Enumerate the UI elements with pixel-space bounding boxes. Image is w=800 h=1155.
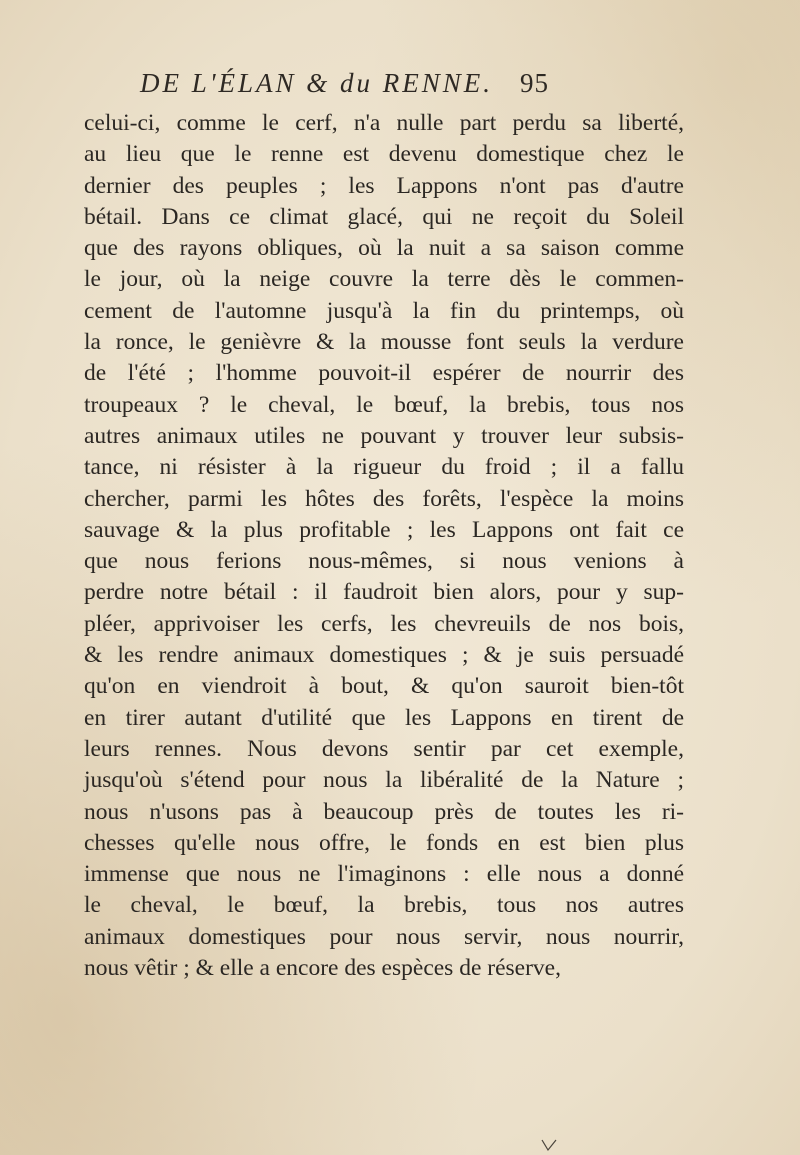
text-line: jusqu'où s'étend pour nous la libéralité de la Nature ; xyxy=(84,767,684,794)
text-line: dernier des peuples ; les Lappons n'ont pas d'autre xyxy=(84,172,684,199)
text-line: chesses qu'elle nous offre, le fonds en est bien plus xyxy=(84,829,684,856)
text-line: le jour, où la neige couvre la terre dès le commen- xyxy=(84,266,684,293)
text-line: en tirer autant d'utilité que les Lappons en tirent de xyxy=(84,704,684,731)
running-head xyxy=(140,68,680,108)
text-line: tance, ni résister à la rigueur du froid ; il a fallu xyxy=(84,454,684,481)
catchword-mark xyxy=(540,1138,558,1152)
text-line: la ronce, le genièvre & la mousse font seuls la verdure xyxy=(84,329,684,356)
text-line: que des rayons obliques, où la nuit a sa saison comme xyxy=(84,235,684,262)
text-line: le cheval, le bœuf, la brebis, tous nos autres xyxy=(84,892,684,919)
running-head-title: DE L'ÉLAN & du RENNE. xyxy=(140,68,494,98)
text-line: leurs rennes. Nous devons sentir par cet exemple, xyxy=(84,735,684,762)
text-line: nous n'usons pas à beaucoup près de toutes les ri- xyxy=(84,798,684,825)
text-line: immense que nous ne l'imaginons : elle nous a donné xyxy=(84,861,684,888)
text-line: & les rendre animaux domestiques ; & je suis persuadé xyxy=(84,642,684,669)
text-line: celui-ci, comme le cerf, n'a nulle part perdu sa liberté, xyxy=(84,110,684,136)
text-line: que nous ferions nous-mêmes, si nous venions à xyxy=(84,548,684,575)
text-line: au lieu que le renne est devenu domestique chez le xyxy=(84,141,684,168)
page-number: 95 xyxy=(520,68,549,98)
text-line: sauvage & la plus profitable ; les Lappons ont fait ce xyxy=(84,516,684,543)
text-line: troupeaux ? le cheval, le bœuf, la brebis, tous nos xyxy=(84,391,684,418)
text-line: de l'été ; l'homme pouvoit-il espérer de nourrir des xyxy=(84,360,684,387)
text-line: animaux domestiques pour nous servir, nous nourrir, xyxy=(84,923,684,950)
body-text xyxy=(84,108,684,984)
text-line: autres animaux utiles ne pouvant y trouver leur subsis- xyxy=(84,422,684,449)
text-line: bétail. Dans ce climat glacé, qui ne reçoit du Soleil xyxy=(84,203,684,230)
text-line: perdre notre bétail : il faudroit bien alors, pour y sup- xyxy=(84,579,684,606)
text-line: pléer, apprivoiser les cerfs, les chevreuils de nos bois, xyxy=(84,610,684,637)
text-line: cement de l'automne jusqu'à la fin du printemps, où xyxy=(84,297,684,324)
text-line: chercher, parmi les hôtes des forêts, l'espèce la moins xyxy=(84,485,684,512)
text-line: nous vêtir ; & elle a encore des espèces de réserve, xyxy=(84,955,561,982)
text-line: qu'on en viendroit à bout, & qu'on sauroit bien-tôt xyxy=(84,673,684,700)
